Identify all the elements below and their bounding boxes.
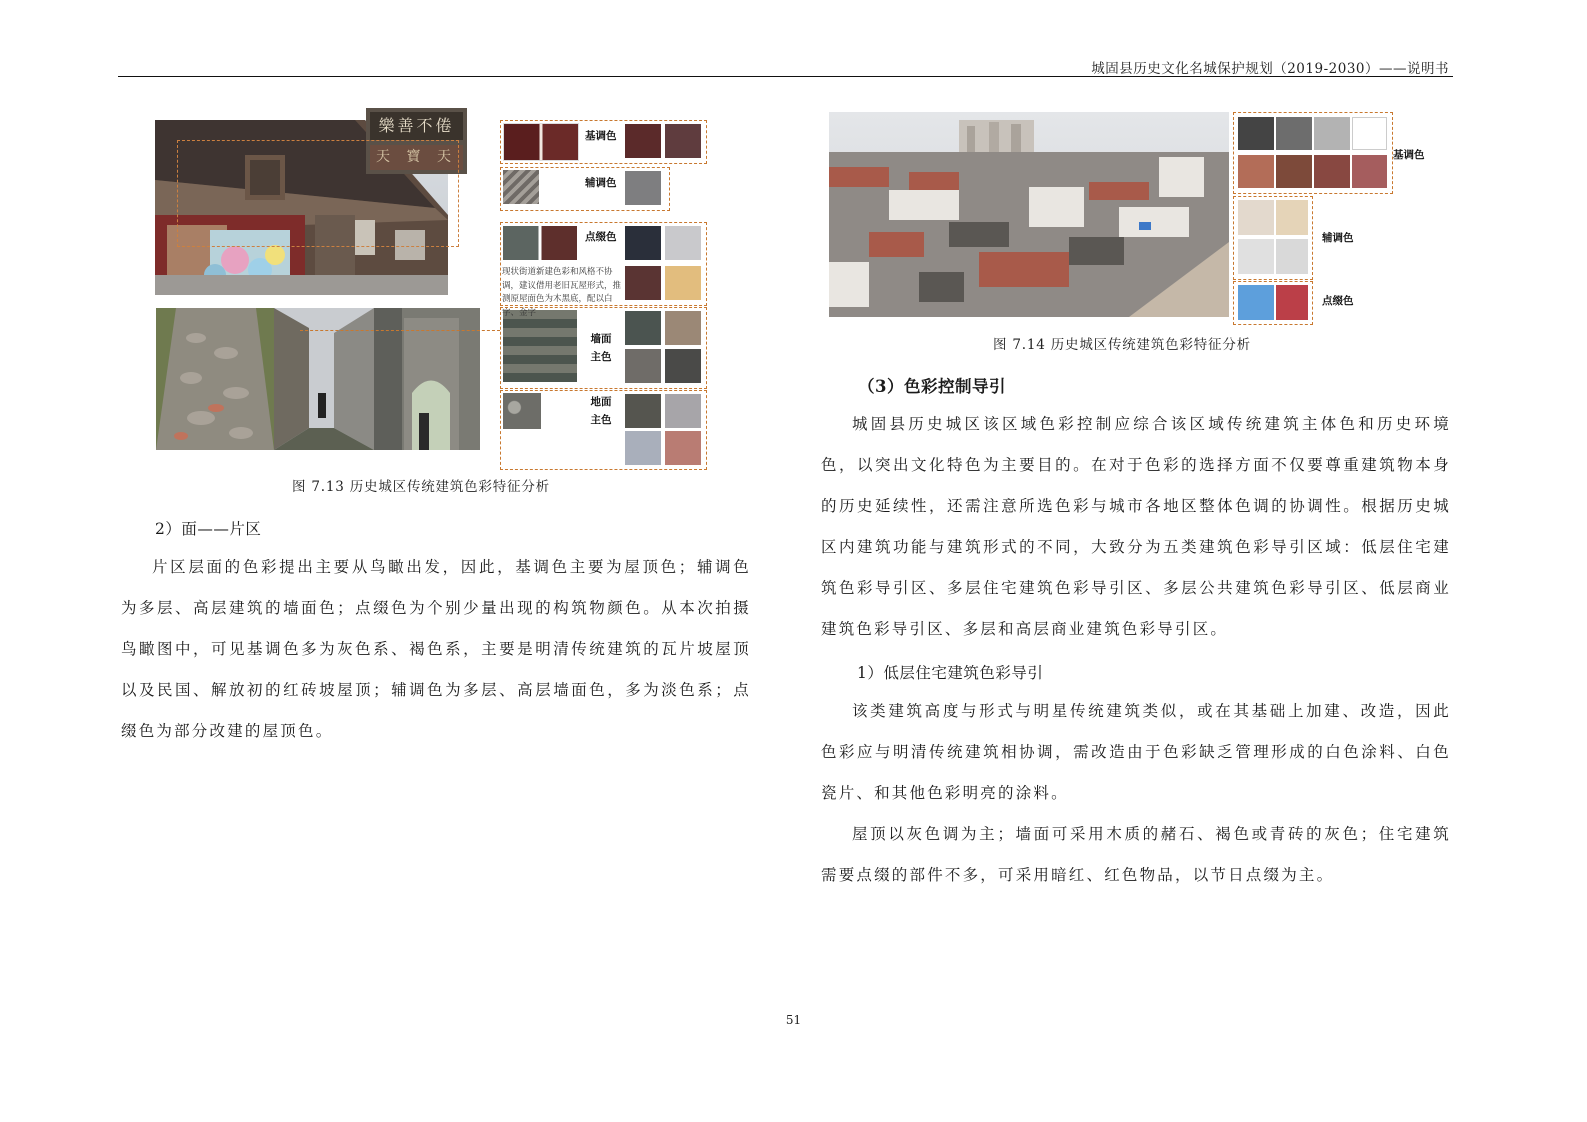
swatch-714-base-1: [1238, 117, 1274, 150]
swatch-714-base-8: [1352, 155, 1387, 188]
swatch-base-1: [625, 124, 661, 158]
swatch-714-base-3: [1314, 117, 1350, 150]
aerial-city-photo: [829, 112, 1229, 317]
swatch-accent-4: [665, 266, 701, 300]
accent-color-note: 现状街道新建色彩和风格不协调，建议借用老旧瓦屋形式，推测原屋面色为木黑底，配以白字、金字: [502, 267, 622, 318]
swatch-base-2: [665, 124, 701, 158]
document-header-title: 城固县历史文化名城保护规划（2019-2030）——说明书: [1091, 61, 1449, 77]
swatch-714-base-7: [1314, 155, 1350, 188]
swatch-wall-1: [625, 311, 661, 345]
swatch-wall-4: [665, 349, 701, 383]
swatch-714-secondary-1: [1238, 200, 1274, 235]
stone-path-photo: [156, 308, 274, 450]
swatch-714-accent-1: [1238, 285, 1274, 320]
secondary-color-label: 辅调色: [585, 177, 617, 189]
swatch-714-secondary-3: [1238, 239, 1274, 274]
section-heading-color-control: （3）色彩控制导引: [858, 377, 1006, 396]
low-rise-residential-paragraph: 该类建筑高度与形式与明星传统建筑类似，或在其基础上加建、改造，因此色彩应与明清传统建筑相协调，需改造由于色彩缺乏管理形成的白色涂料、白色瓷片、和其他色彩明亮的涂料。: [821, 702, 1451, 802]
signboard-plaque-top: 樂善不倦: [370, 112, 463, 140]
base-color-label: 基调色: [585, 130, 617, 142]
swatch-accent-1: [625, 226, 661, 260]
swatch-wall-2: [665, 311, 701, 345]
secondary-color-label-7-14: 辅调色: [1322, 232, 1354, 244]
swatch-714-base-4: [1352, 117, 1387, 150]
roof-wall-paragraph: 屋顶以灰色调为主；墙面可采用木质的赭石、褐色或青砖的灰色；住宅建筑需要点缀的部件不多，可采用暗红、红色物品，以节日点缀为主。: [821, 825, 1451, 884]
swatch-714-base-2: [1276, 117, 1312, 150]
swatch-714-accent-2: [1276, 285, 1308, 320]
swatch-714-base-6: [1276, 155, 1312, 188]
swatch-secondary-1: [625, 171, 661, 205]
swatch-ground-4: [665, 431, 701, 465]
page-number: 51: [785, 1013, 802, 1027]
figure-7-14-caption: 图 7.14 历史城区传统建筑色彩特征分析: [993, 337, 1251, 353]
photo-callout-1: [177, 140, 459, 247]
accent-color-label-7-14: 点缀色: [1322, 295, 1354, 307]
base-color-label-7-14: 基调色: [1393, 149, 1425, 161]
area-color-paragraph: 片区层面的色彩提出主要从鸟瞰出发，因此，基调色主要为屋顶色；辅调色为多层、高层建筑的墙面色；点缀色为个别少量出现的构筑物颜色。从本次拍摄鸟瞰图中，可见基调色多为灰色系、褐色系，主要是明清传统建筑的瓦片坡屋顶以及民国、解放初的红砖坡屋顶；辅调色为多层、高层墙面色，多为淡色系；点缀色为部分改建的屋顶色。: [121, 558, 751, 740]
swatch-714-base-5: [1238, 155, 1274, 188]
photo-callout-2: [300, 330, 500, 332]
swatch-ground-3: [625, 431, 661, 465]
header-rule: [118, 76, 1453, 77]
swatch-714-secondary-4: [1276, 239, 1308, 274]
swatch-accent-3: [625, 266, 661, 300]
swatch-714-secondary-2: [1276, 200, 1308, 235]
swatch-ground-1: [625, 394, 661, 428]
swatch-accent-2: [665, 226, 701, 260]
ground-color-label: 地面主色: [590, 396, 612, 426]
figure-7-13-caption: 图 7.13 历史城区传统建筑色彩特征分析: [292, 479, 550, 495]
signboard-plaque-bottom: 天 寶 天: [370, 145, 463, 170]
section-heading-area: 2）面——片区: [155, 520, 262, 538]
accent-color-label: 点缀色: [585, 231, 617, 243]
color-control-paragraph: 城固县历史城区该区域色彩控制应综合该区域传统建筑主体色和历史环境色，以突出文化特色为主要目的。在对于色彩的选择方面不仅要尊重建筑物本身的历史延续性，还需注意所选色彩与城市各地区整体色调的协调性。根据历史城区内建筑功能与建筑形式的不同，大致分为五类建筑色彩导引区域：低层住宅建筑色彩导引区、多层住宅建筑色彩导引区、多层公共建筑色彩导引区、低层商业建筑色彩导引区、多层和高层商业建筑色彩导引区。: [821, 415, 1451, 638]
swatch-ground-2: [665, 394, 701, 428]
wall-color-label: 墙面主色: [590, 333, 612, 363]
swatch-wall-3: [625, 349, 661, 383]
sub-heading-low-rise-residential: 1）低层住宅建筑色彩导引: [857, 664, 1044, 682]
